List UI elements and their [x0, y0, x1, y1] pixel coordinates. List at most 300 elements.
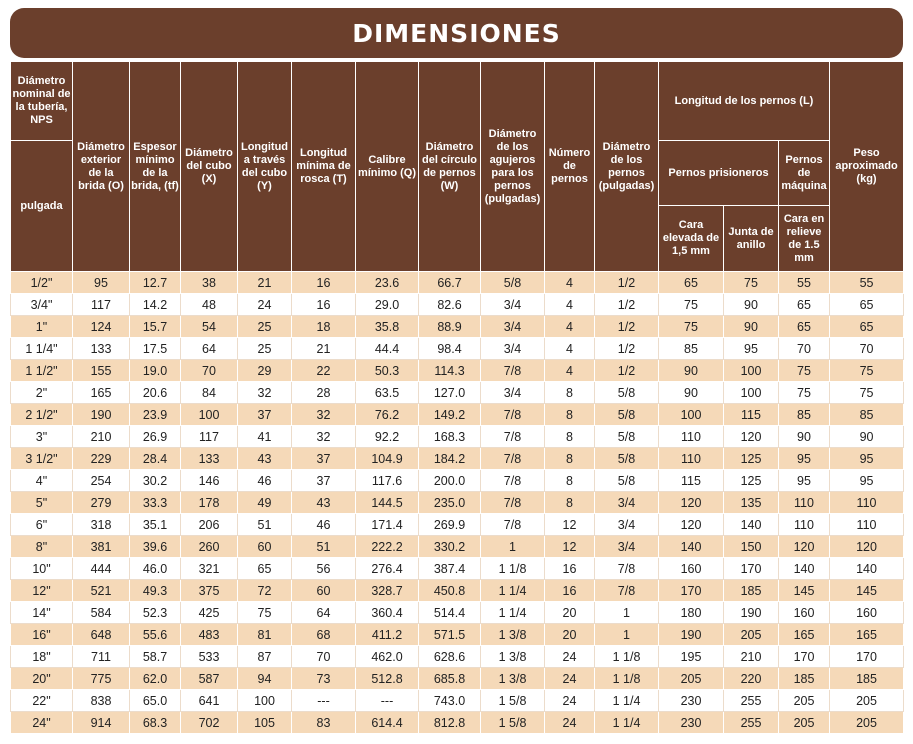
header-bolt-circle: Diámetro del círculo de pernos (W) — [419, 62, 481, 272]
table-cell: 1 1/8 — [595, 668, 659, 690]
table-cell: 24 — [238, 294, 292, 316]
table-cell: 165 — [73, 382, 130, 404]
table-cell: 149.2 — [419, 404, 481, 426]
table-cell: 140 — [724, 514, 779, 536]
table-cell: 3/4 — [481, 382, 545, 404]
table-cell: 170 — [779, 646, 830, 668]
table-cell: 117.6 — [356, 470, 419, 492]
table-cell: 7/8 — [481, 360, 545, 382]
table-cell: 22" — [11, 690, 73, 712]
table-cell: 51 — [292, 536, 356, 558]
table-cell: 5/8 — [595, 426, 659, 448]
table-cell: 8 — [545, 448, 595, 470]
table-cell: 220 — [724, 668, 779, 690]
table-cell: 72 — [238, 580, 292, 602]
table-cell: 360.4 — [356, 602, 419, 624]
table-cell: 104.9 — [356, 448, 419, 470]
table-cell: 46 — [238, 470, 292, 492]
table-cell: 48 — [181, 294, 238, 316]
table-row — [11, 492, 904, 514]
table-cell: 20.6 — [130, 382, 181, 404]
table-cell: 32 — [292, 404, 356, 426]
header-hub-length: Longitud a través del cubo (Y) — [238, 62, 292, 272]
table-cell: 1/2 — [595, 272, 659, 294]
table-cell: 685.8 — [419, 668, 481, 690]
table-cell: 12 — [545, 536, 595, 558]
table-cell: 205 — [779, 712, 830, 734]
table-cell: 81 — [238, 624, 292, 646]
table-cell: 92.2 — [356, 426, 419, 448]
table-cell: 269.9 — [419, 514, 481, 536]
table-cell: 168.3 — [419, 426, 481, 448]
table-cell: 64 — [181, 338, 238, 360]
table-cell: 1 — [595, 602, 659, 624]
table-cell: 170 — [830, 646, 904, 668]
table-cell: 95 — [830, 470, 904, 492]
table-cell: 73 — [292, 668, 356, 690]
header-machine-bolts: Pernos de máquina — [779, 141, 830, 206]
header-nps-unit: pulgada — [11, 141, 73, 272]
table-cell: 98.4 — [419, 338, 481, 360]
table-cell: 140 — [659, 536, 724, 558]
table-cell: 210 — [724, 646, 779, 668]
table-cell: 95 — [830, 448, 904, 470]
table-cell: 230 — [659, 712, 724, 734]
table-cell: 5/8 — [481, 272, 545, 294]
table-cell: 114.3 — [419, 360, 481, 382]
table-cell: 533 — [181, 646, 238, 668]
table-cell: 178 — [181, 492, 238, 514]
table-cell: 775 — [73, 668, 130, 690]
page-title: DIMENSIONES — [10, 8, 903, 58]
table-cell: 14" — [11, 602, 73, 624]
table-cell: 521 — [73, 580, 130, 602]
table-cell: 587 — [181, 668, 238, 690]
table-cell: 222.2 — [356, 536, 419, 558]
table-cell: 16 — [292, 272, 356, 294]
table-cell: 124 — [73, 316, 130, 338]
table-cell: 279 — [73, 492, 130, 514]
header-weight: Peso aproximado (kg) — [830, 62, 904, 272]
table-cell: 1 5/8 — [481, 712, 545, 734]
table-cell: 146 — [181, 470, 238, 492]
table-cell: 90 — [779, 426, 830, 448]
table-cell: 117 — [181, 426, 238, 448]
table-cell: 230 — [659, 690, 724, 712]
table-cell: 1 1/8 — [481, 558, 545, 580]
table-cell: 641 — [181, 690, 238, 712]
table-cell: 110 — [830, 492, 904, 514]
table-cell: 52.3 — [130, 602, 181, 624]
table-cell: 83 — [292, 712, 356, 734]
table-cell: 450.8 — [419, 580, 481, 602]
table-cell: 140 — [779, 558, 830, 580]
table-cell: 82.6 — [419, 294, 481, 316]
dimensions-table — [10, 61, 904, 734]
table-cell: 63.5 — [356, 382, 419, 404]
table-cell: 150 — [724, 536, 779, 558]
table-cell: 614.4 — [356, 712, 419, 734]
table-cell: 8 — [545, 404, 595, 426]
table-cell: 1 1/2" — [11, 360, 73, 382]
table-cell: 100 — [238, 690, 292, 712]
table-cell: 15.7 — [130, 316, 181, 338]
table-cell: 1 3/8 — [481, 624, 545, 646]
table-row — [11, 382, 904, 404]
table-cell: 1 5/8 — [481, 690, 545, 712]
table-row — [11, 558, 904, 580]
table-cell: 120 — [659, 492, 724, 514]
table-cell: 6" — [11, 514, 73, 536]
table-cell: 255 — [724, 690, 779, 712]
table-cell: 115 — [659, 470, 724, 492]
table-cell: 85 — [659, 338, 724, 360]
table-cell: 16 — [545, 558, 595, 580]
header-outer-diameter: Diámetro exterior de la brida (O) — [73, 62, 130, 272]
table-cell: 7/8 — [595, 558, 659, 580]
table-cell: 276.4 — [356, 558, 419, 580]
table-cell: 2" — [11, 382, 73, 404]
table-cell: 65 — [830, 316, 904, 338]
table-cell: 20 — [545, 624, 595, 646]
table-cell: 115 — [724, 404, 779, 426]
table-cell: 1 — [481, 536, 545, 558]
table-cell: 75 — [659, 294, 724, 316]
header-bolt-holes: Diámetro de los agujeros para los pernos (pulgadas) — [481, 62, 545, 272]
table-cell: 255 — [724, 712, 779, 734]
table-cell: 54 — [181, 316, 238, 338]
table-cell: 195 — [659, 646, 724, 668]
table-cell: 190 — [659, 624, 724, 646]
table-cell: 127.0 — [419, 382, 481, 404]
table-cell: 84 — [181, 382, 238, 404]
table-cell: 14.2 — [130, 294, 181, 316]
table-cell: 133 — [181, 448, 238, 470]
table-cell: 75 — [659, 316, 724, 338]
table-cell: 12.7 — [130, 272, 181, 294]
table-cell: 90 — [659, 382, 724, 404]
table-cell: 1 1/4" — [11, 338, 73, 360]
table-row — [11, 536, 904, 558]
table-cell: 90 — [659, 360, 724, 382]
table-row — [11, 712, 904, 734]
table-cell: 838 — [73, 690, 130, 712]
table-cell: 628.6 — [419, 646, 481, 668]
table-cell: 120 — [779, 536, 830, 558]
table-cell: 1/2 — [595, 338, 659, 360]
table-cell: 160 — [659, 558, 724, 580]
table-cell: 7/8 — [595, 580, 659, 602]
table-row — [11, 580, 904, 602]
table-cell: 35.1 — [130, 514, 181, 536]
table-cell: 19.0 — [130, 360, 181, 382]
table-cell: 7/8 — [481, 514, 545, 536]
table-cell: 90 — [724, 294, 779, 316]
table-cell: 145 — [779, 580, 830, 602]
table-cell: 3/4 — [481, 338, 545, 360]
table-cell: 3/4 — [595, 514, 659, 536]
table-cell: 18 — [292, 316, 356, 338]
table-cell: 28 — [292, 382, 356, 404]
table-cell: 8 — [545, 492, 595, 514]
table-cell: 110 — [779, 492, 830, 514]
table-cell: 260 — [181, 536, 238, 558]
table-cell: 160 — [830, 602, 904, 624]
table-cell: 75 — [779, 360, 830, 382]
table-cell: 120 — [659, 514, 724, 536]
table-cell: 140 — [830, 558, 904, 580]
table-cell: 145 — [830, 580, 904, 602]
table-cell: 49.3 — [130, 580, 181, 602]
table-cell: 4 — [545, 338, 595, 360]
table-cell: 8 — [545, 470, 595, 492]
table-row — [11, 426, 904, 448]
table-cell: 3" — [11, 426, 73, 448]
table-cell: 5/8 — [595, 448, 659, 470]
table-cell: 5/8 — [595, 470, 659, 492]
table-cell: 318 — [73, 514, 130, 536]
table-cell: 29.0 — [356, 294, 419, 316]
table-cell: 483 — [181, 624, 238, 646]
table-cell: 55.6 — [130, 624, 181, 646]
table-cell: 462.0 — [356, 646, 419, 668]
table-cell: 56 — [292, 558, 356, 580]
table-cell: 100 — [724, 382, 779, 404]
table-cell: 24 — [545, 712, 595, 734]
table-cell: 12" — [11, 580, 73, 602]
table-cell: 512.8 — [356, 668, 419, 690]
table-cell: 155 — [73, 360, 130, 382]
table-cell: 125 — [724, 448, 779, 470]
table-cell: 43 — [292, 492, 356, 514]
table-cell: 65 — [779, 294, 830, 316]
table-cell: 4 — [545, 360, 595, 382]
table-cell: 46.0 — [130, 558, 181, 580]
table-row — [11, 514, 904, 536]
table-cell: 24 — [545, 668, 595, 690]
table-cell: 95 — [73, 272, 130, 294]
table-cell: 914 — [73, 712, 130, 734]
table-cell: 37 — [292, 470, 356, 492]
table-cell: 584 — [73, 602, 130, 624]
table-cell: 205 — [779, 690, 830, 712]
table-cell: 37 — [292, 448, 356, 470]
table-cell: 185 — [779, 668, 830, 690]
table-cell: 16" — [11, 624, 73, 646]
table-cell: 46 — [292, 514, 356, 536]
table-cell: 44.4 — [356, 338, 419, 360]
table-cell: 3/4 — [595, 492, 659, 514]
table-cell: 702 — [181, 712, 238, 734]
table-cell: 70 — [779, 338, 830, 360]
table-cell: 1 3/8 — [481, 668, 545, 690]
table-cell: 1 1/4 — [595, 690, 659, 712]
table-cell: 1/2 — [595, 316, 659, 338]
table-cell: 68 — [292, 624, 356, 646]
table-cell: 743.0 — [419, 690, 481, 712]
header-bolt-diameter: Diámetro de los pernos (pulgadas) — [595, 62, 659, 272]
table-cell: 425 — [181, 602, 238, 624]
table-cell: 20" — [11, 668, 73, 690]
table-cell: 571.5 — [419, 624, 481, 646]
table-cell: 95 — [779, 470, 830, 492]
table-cell: 55 — [779, 272, 830, 294]
table-cell: 65.0 — [130, 690, 181, 712]
table-cell: 7/8 — [481, 492, 545, 514]
table-cell: 1/2 — [595, 360, 659, 382]
table-cell: 85 — [779, 404, 830, 426]
table-cell: 711 — [73, 646, 130, 668]
table-cell: 1 — [595, 624, 659, 646]
table-cell: 444 — [73, 558, 130, 580]
table-cell: 95 — [779, 448, 830, 470]
table-cell: 330.2 — [419, 536, 481, 558]
table-cell: 75 — [238, 602, 292, 624]
table-cell: 165 — [779, 624, 830, 646]
table-cell: 20 — [545, 602, 595, 624]
table-cell: 235.0 — [419, 492, 481, 514]
table-cell: 1/2 — [595, 294, 659, 316]
table-cell: 50.3 — [356, 360, 419, 382]
table-cell: 68.3 — [130, 712, 181, 734]
table-cell: 30.2 — [130, 470, 181, 492]
table-cell: 135 — [724, 492, 779, 514]
table-cell: 21 — [238, 272, 292, 294]
table-cell: 10" — [11, 558, 73, 580]
table-row — [11, 624, 904, 646]
table-cell: 171.4 — [356, 514, 419, 536]
table-cell: 3/4 — [595, 536, 659, 558]
table-row — [11, 404, 904, 426]
table-cell: 38 — [181, 272, 238, 294]
table-cell: 70 — [292, 646, 356, 668]
table-cell: --- — [292, 690, 356, 712]
table-cell: 21 — [292, 338, 356, 360]
table-cell: 70 — [181, 360, 238, 382]
table-cell: 514.4 — [419, 602, 481, 624]
table-cell: 18" — [11, 646, 73, 668]
table-row — [11, 316, 904, 338]
table-cell: 206 — [181, 514, 238, 536]
table-cell: 3/4 — [481, 294, 545, 316]
table-cell: 22 — [292, 360, 356, 382]
table-row — [11, 470, 904, 492]
table-cell: 39.6 — [130, 536, 181, 558]
table-cell: 3/4 — [481, 316, 545, 338]
table-row — [11, 668, 904, 690]
table-cell: 2 1/2" — [11, 404, 73, 426]
table-cell: 16 — [545, 580, 595, 602]
header-num-bolts: Número de pernos — [545, 62, 595, 272]
header-ring-joint: Junta de anillo — [724, 206, 779, 272]
table-cell: 8 — [545, 382, 595, 404]
table-cell: 29 — [238, 360, 292, 382]
table-cell: 23.9 — [130, 404, 181, 426]
table-cell: 1/2" — [11, 272, 73, 294]
header-machine-raised-face: Cara en relieve de 1.5 mm — [779, 206, 830, 272]
table-cell: 87 — [238, 646, 292, 668]
table-cell: 117 — [73, 294, 130, 316]
header-bolt-length: Longitud de los pernos (L) — [659, 62, 830, 141]
table-cell: 28.4 — [130, 448, 181, 470]
table-cell: 205 — [830, 690, 904, 712]
table-cell: 23.6 — [356, 272, 419, 294]
table-cell: 7/8 — [481, 404, 545, 426]
table-cell: 110 — [659, 426, 724, 448]
table-cell: 1 3/8 — [481, 646, 545, 668]
table-cell: 170 — [724, 558, 779, 580]
table-cell: 190 — [73, 404, 130, 426]
table-cell: 1 1/8 — [595, 646, 659, 668]
header-raised-face: Cara elevada de 1,5 mm — [659, 206, 724, 272]
table-cell: 75 — [830, 382, 904, 404]
table-cell: 100 — [724, 360, 779, 382]
table-row — [11, 690, 904, 712]
table-cell: 7/8 — [481, 448, 545, 470]
table-cell: 110 — [779, 514, 830, 536]
table-cell: 90 — [724, 316, 779, 338]
table-cell: 24 — [545, 646, 595, 668]
table-cell: 100 — [181, 404, 238, 426]
table-cell: 4 — [545, 272, 595, 294]
table-row — [11, 360, 904, 382]
header-nps: Diámetro nominal de la tubería, NPS — [11, 62, 73, 141]
table-row — [11, 272, 904, 294]
table-cell: 185 — [724, 580, 779, 602]
table-cell: 65 — [659, 272, 724, 294]
table-cell: 160 — [779, 602, 830, 624]
table-cell: 12 — [545, 514, 595, 536]
table-row — [11, 448, 904, 470]
table-cell: 65 — [830, 294, 904, 316]
table-cell: 1 1/4 — [595, 712, 659, 734]
table-row — [11, 294, 904, 316]
table-cell: 210 — [73, 426, 130, 448]
table-cell: 95 — [724, 338, 779, 360]
table-cell: 125 — [724, 470, 779, 492]
table-cell: --- — [356, 690, 419, 712]
table-cell: 37 — [238, 404, 292, 426]
table-cell: 51 — [238, 514, 292, 536]
table-cell: 4 — [545, 294, 595, 316]
table-cell: 75 — [779, 382, 830, 404]
table-cell: 32 — [292, 426, 356, 448]
table-cell: 185 — [830, 668, 904, 690]
table-cell: 75 — [724, 272, 779, 294]
table-cell: 5/8 — [595, 382, 659, 404]
table-cell: 229 — [73, 448, 130, 470]
table-cell: 58.7 — [130, 646, 181, 668]
table-cell: 90 — [830, 426, 904, 448]
table-cell: 1 1/4 — [481, 602, 545, 624]
table-cell: 24 — [545, 690, 595, 712]
table-cell: 205 — [724, 624, 779, 646]
table-cell: 387.4 — [419, 558, 481, 580]
table-cell: 328.7 — [356, 580, 419, 602]
table-cell: 100 — [659, 404, 724, 426]
table-cell: 35.8 — [356, 316, 419, 338]
table-cell: 120 — [830, 536, 904, 558]
table-cell: 648 — [73, 624, 130, 646]
table-cell: 190 — [724, 602, 779, 624]
table-cell: 200.0 — [419, 470, 481, 492]
table-cell: 60 — [292, 580, 356, 602]
table-cell: 7/8 — [481, 470, 545, 492]
table-cell: 110 — [830, 514, 904, 536]
table-cell: 64 — [292, 602, 356, 624]
table-cell: 8" — [11, 536, 73, 558]
table-cell: 32 — [238, 382, 292, 404]
